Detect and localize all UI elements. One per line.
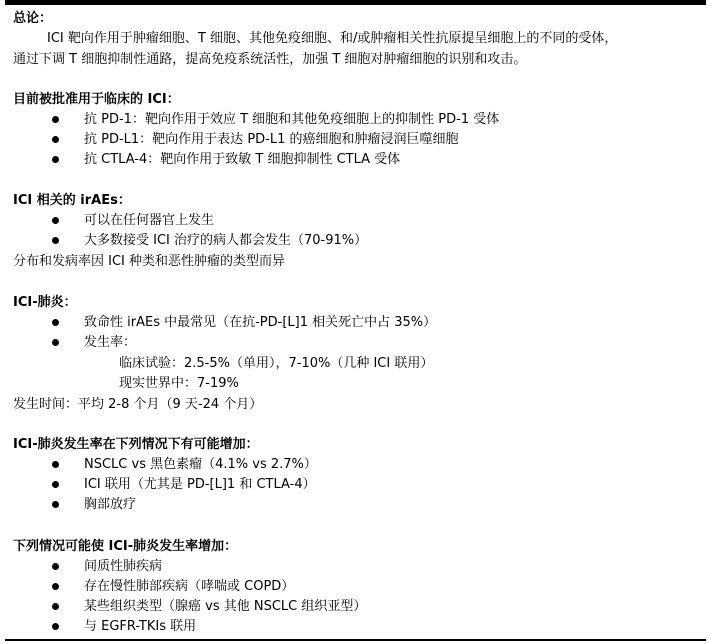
iraes-heading: ICI 相关的 irAEs： [13, 193, 131, 208]
iraes-item-any-organ: 可以在任何器官上发生 [84, 213, 215, 228]
pneumonitis-onset: 发生时间：平均 2-8 个月（9 天-24 个月） [13, 397, 263, 412]
risk-item-interstitial-lung-disease: 间质性肺疾病 [84, 559, 163, 574]
pneumonitis-heading: ICI-肺炎： [13, 295, 77, 310]
bullet-dot [52, 319, 59, 326]
pneumonitis-item-incidence: 发生率： [84, 335, 137, 350]
bullet-dot [52, 339, 59, 346]
approved-item-anti-pd1: 抗 PD-1：靶向作用于效应 T 细胞和其他免疫细胞上的抑制性 PD-1 受体 [84, 112, 500, 127]
approved-item-anti-pdl1: 抗 PD-L1：靶向作用于表达 PD-L1 的癌细胞和肿瘤浸润巨噬细胞 [84, 132, 459, 147]
risk-item-chronic-lung-disease: 存在慢性肺部疾病（哮喘或 COPD） [84, 579, 295, 594]
pneumonitis-subitem-clinical-trials: 临床试验：2.5-5%（单用），7-10%（几种 ICI 联用） [119, 356, 434, 371]
iraes-note: 分布和发病率因 ICI 种类和恶性肿瘤的类型而异 [13, 254, 286, 269]
risk-item-histology: 某些组织类型（腺癌 vs 其他 NSCLC 组织亚型） [84, 599, 367, 614]
approved-heading: 目前被批准用于临床的 ICI： [13, 92, 180, 107]
bullet-dot [52, 563, 59, 570]
bullet-dot [52, 136, 59, 143]
bullet-dot [52, 237, 59, 244]
pneumonitis-item-fatal: 致命性 irAEs 中最常见（在抗-PD-[L]1 相关死亡中占 35%） [84, 315, 437, 330]
bullet-dot [52, 603, 59, 610]
bullet-dot [52, 583, 59, 590]
bullet-dot [52, 501, 59, 508]
bullet-dot [52, 623, 59, 630]
risk-factors-heading: 下列情况可能使 ICI-肺炎发生率增加： [13, 539, 238, 554]
bullet-dot [52, 116, 59, 123]
bullet-dot [52, 156, 59, 163]
summary-paragraph-line-2: 通过下调 T 细胞抑制性通路，提高免疫系统活性，加强 T 细胞对肿瘤细胞的识别和攻击。 [13, 52, 527, 67]
bullet-dot [52, 461, 59, 468]
bullet-dot [52, 217, 59, 224]
summary-heading: 总论： [13, 11, 53, 26]
pneumonitis-subitem-real-world: 现实世界中：7-19% [119, 376, 239, 391]
increase-item-thoracic-radiotherapy: 胸部放疗 [84, 497, 137, 512]
summary-paragraph-line-1: ICI 靶向作用于肿瘤细胞、T 细胞、其他免疫细胞、和/或肿瘤相关性抗原提呈细胞上的不同的受体， [47, 31, 618, 46]
increase-item-nsclc-vs-melanoma: NSCLC vs 黑色素瘤（4.1% vs 2.7%） [84, 457, 317, 472]
iraes-item-incidence: 大多数接受 ICI 治疗的病人都会发生（70-91%） [84, 233, 368, 248]
approved-item-anti-ctla4: 抗 CTLA-4：靶向作用于致敏 T 细胞抑制性 CTLA 受体 [84, 152, 401, 167]
bullet-dot [52, 481, 59, 488]
increase-conditions-heading: ICI-肺炎发生率在下列情况下有可能增加： [13, 437, 259, 452]
increase-item-ici-combination: ICI 联用（尤其是 PD-[L]1 和 CTLA-4） [84, 477, 316, 492]
risk-item-egfr-tki: 与 EGFR-TKIs 联用 [84, 619, 197, 634]
